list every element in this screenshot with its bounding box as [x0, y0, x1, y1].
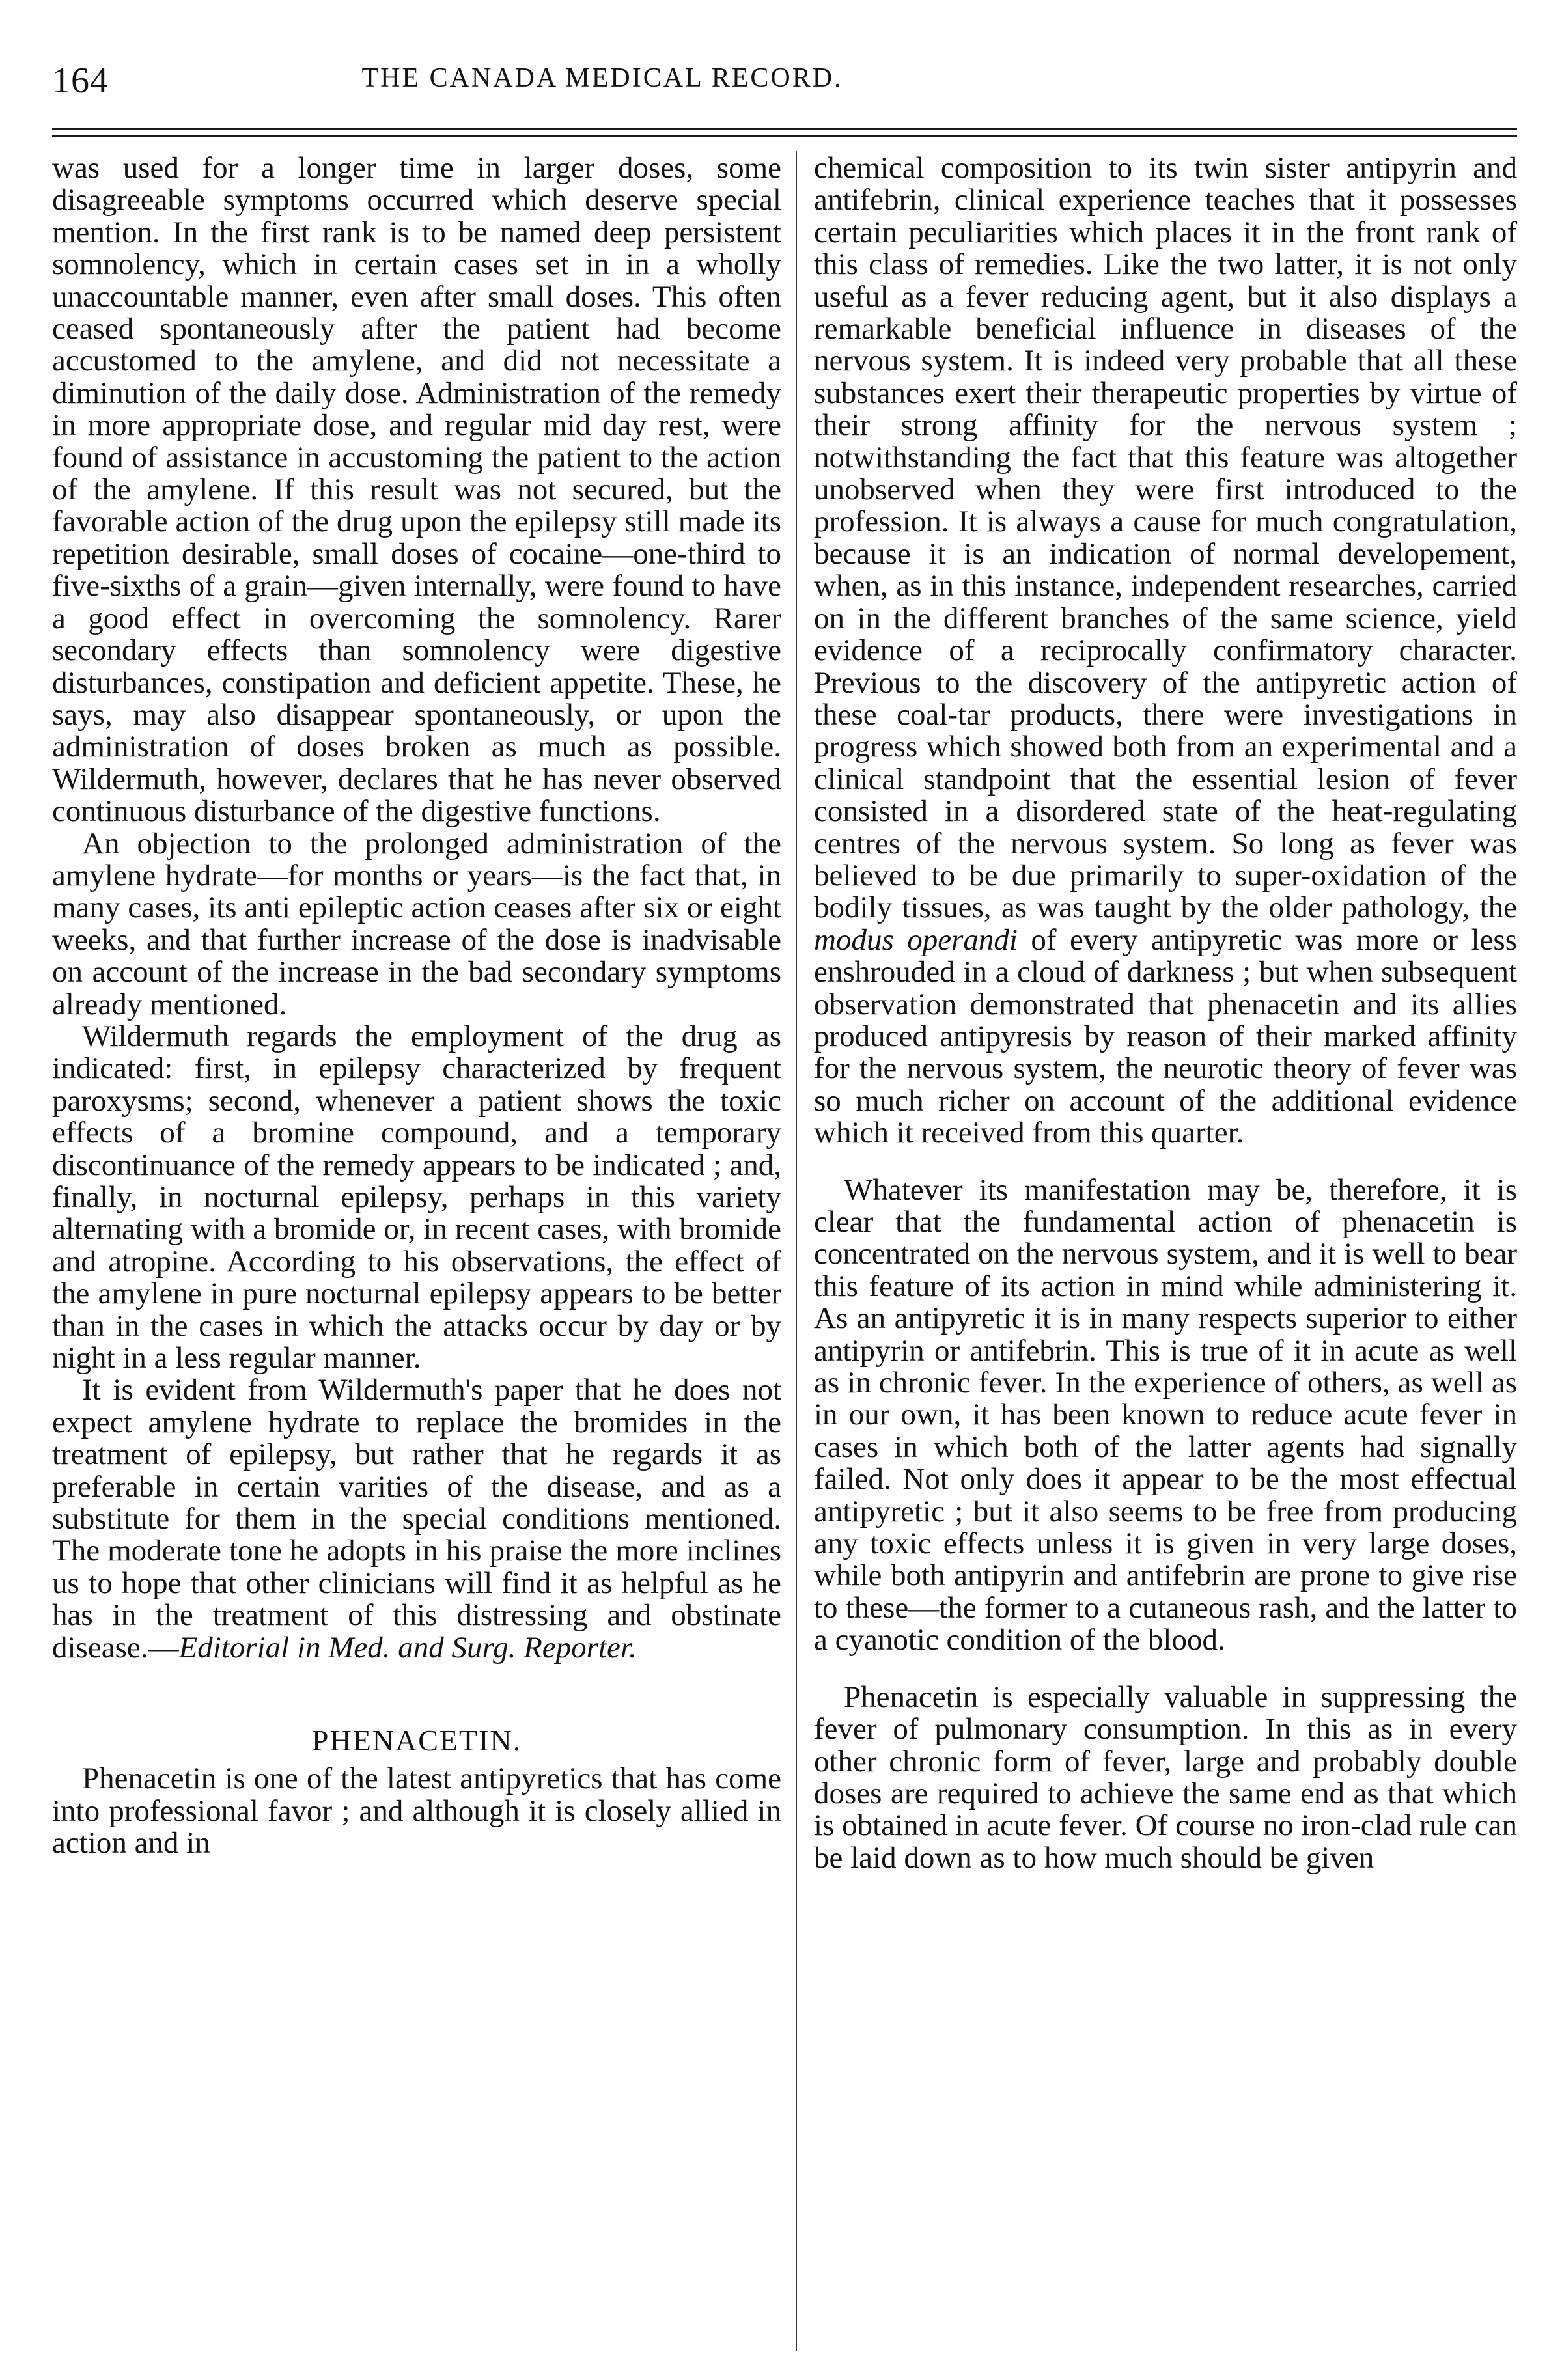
- header-rule-bottom: [52, 135, 1517, 137]
- left-column: [52, 152, 781, 1859]
- modus-operandi-italic: modus operandi: [814, 922, 1018, 957]
- header-rule-top: [52, 128, 1517, 130]
- page-header: [52, 60, 1517, 105]
- left-paragraph-4-text: It is evident from Wildermuth's paper that he does not expect amylene hydrate to replace the bromides in the treatment of epilepsy, but rather that he regards it as preferable in certain varities of the disease, and as a substitute for them in the special conditions mentioned. The moderate tone he adopts in his praise the more inclines us to hope that other clinicians will find it as helpful as he has in the treatment of this distressing and obstinate disease.—: [52, 1373, 781, 1665]
- right-paragraph-1-rest: of every antipyretic was more or less enshrouded in a cloud of darkness ; but when subsequent observation demonstrated that phenacetin and its allies produced antipyresis by reason of their marked affinity for the nervous system, the neurotic theory of fever was so much richer on account of the additional evidence which it received from this quarter.: [814, 922, 1517, 1150]
- column-divider: [796, 151, 797, 2351]
- page-number: 164: [52, 61, 109, 101]
- right-paragraph-3: Phenacetin is especially valuable in suppressing the fever of pulmonary consumption. In this as in every other chronic form of fever, large and probably double doses are required to achieve the same end as that which is obtained in acute fever. Of course no iron-clad rule can be laid down as to how much should be given: [814, 1680, 1517, 1875]
- right-paragraph-1: [814, 152, 1517, 1150]
- right-paragraph-1-text: chemical composition to its twin sister antipyrin and antifebrin, clinical experience teaches that it possesses certain peculiarities which places it in the front rank of this class of remedies. Like the two latter, it is not only useful as a fever reducing agent, but it also displays a remarkable beneficial influence in diseases of the nervous system. It is indeed very probable that all these substances exert their therapeutic properties by virtue of their strong affinity for the nervous system ; notwithstanding the fact that this feature was altogether unobserved when they were first introduced to the profession. It is always a cause for much congratulation, because it is an indication of normal developement, when, as in this instance, independent researches, carried on in the different branches of the same science, yield evidence of a reciprocally confirmatory character. Previous to the discovery of the antipyretic action of these coal-tar products, there were investigations in progress which showed both from an experimental and a clinical standpoint that the essential lesion of fever consisted in a disordered state of the heat-regulating centres of the nervous system. So long as fever was believed to be due primarily to super-oxidation of the bodily tissues, as was taught by the older pathology, the: [814, 151, 1517, 925]
- left-paragraph-1: was used for a longer time in larger doses, some disagreeable symptoms occurred which deserve special mention. In the first rank is to be named deep persistent somnolency, which in certain cases set in in a wholly unaccountable manner, even after small doses. This often ceased spontaneously after the patient had become accustomed to the amylene, and did not necessitate a diminution of the daily dose. Administration of the remedy in more appropriate dose, and regular mid day rest, were found of assistance in accustoming the patient to the action of the amylene. If this result was not secured, but the favorable action of the drug upon the epilepsy still made its repetition desirable, small doses of cocaine—one-third to five-sixths of a grain—given internally, were found to have a good effect in overcoming the somnolency. Rarer secondary effects than somnolency were digestive disturbances, constipation and deficient appetite. These, he says, may also disappear spontaneously, or upon the administration of doses broken as much as possible. Wildermuth, however, declares that he has never observed continuous disturbance of the digestive functions.: [52, 151, 781, 829]
- right-paragraph-2: Whatever its manifestation may be, therefore, it is clear that the fundamental action of phenacetin is concentrated on the nervous system, and it is well to bear this feature of its action in mind while administering it. As an antipyretic it is in many respects superior to either antipyrin or antifebrin. This is true of it in acute as well as in chronic fever. In the experience of others, as well as in our own, it has been known to reduce acute fever in cases in which both of the latter agents had signally failed. Not only does it appear to be the most effectual antipyretic ; but it also seems to be free from producing any toxic effects unless it is given in very large doses, while both antipyrin and antifebrin are prone to give rise to these—the former to a cutaneous rash, and the latter to a cyanotic condition of the blood.: [814, 1172, 1517, 1657]
- left-paragraph-2: An objection to the prolonged administration of the amylene hydrate—for months or years—is the fact that, in many cases, its anti epileptic action ceases after six or eight weeks, and that further increase of the dose is inadvisable on account of the increase in the bad secondary symptoms already mentioned.: [52, 826, 781, 1021]
- running-head: THE CANADA MEDICAL RECORD.: [361, 63, 843, 93]
- source-citation: Editorial in Med. and Surg. Reporter.: [178, 1630, 637, 1665]
- left-paragraph-4: [52, 1374, 781, 1664]
- right-column: [814, 152, 1517, 1874]
- section-heading-phenacetin: PHENACETIN.: [311, 1724, 522, 1758]
- left-paragraph-3: Wildermuth regards the employment of the drug as indicated: first, in epilepsy characterized by frequent paroxysms; second, whenever a patient shows the toxic effects of a bromine compound, and a temporary discontinuance of the remedy appears to be indicated ; and, finally, in nocturnal epilepsy, perhaps in this variety alternating with a bromide or, in recent cases, with bromide and atropine. According to his observations, the effect of the amylene in pure nocturnal epilepsy appears to be better than in the cases in which the attacks occur by day or by night in a less regular manner.: [52, 1019, 781, 1376]
- left-paragraph-5: Phenacetin is one of the latest antipyretics that has come into professional favor ; and although it is closely allied in action and in: [52, 1762, 781, 1860]
